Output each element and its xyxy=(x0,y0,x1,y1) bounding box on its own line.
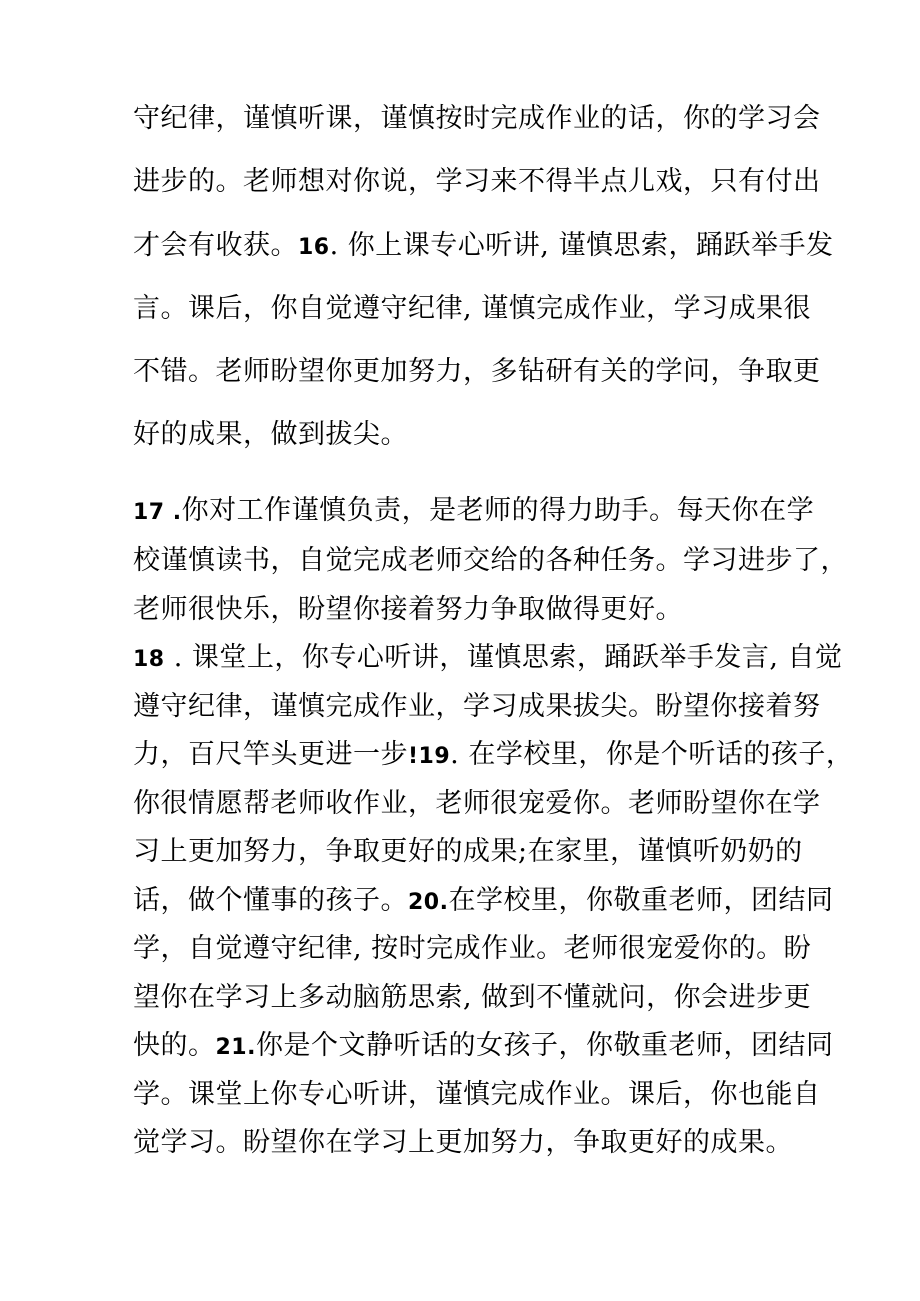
text-segment: 话，做个懂事的孩子。 xyxy=(133,885,408,916)
text-line xyxy=(133,1077,821,1113)
text-line xyxy=(133,834,803,870)
item-number: 18 xyxy=(133,647,165,672)
text-line xyxy=(133,164,821,200)
text-segment: 才会有收获。 xyxy=(133,230,298,261)
text-line xyxy=(133,1125,793,1161)
text-segment: 你是个文静听话的女孩子，你敬重老师，团结同 xyxy=(255,1030,834,1061)
text-line xyxy=(133,737,853,773)
text-segment: 好的成果，做到拔尖。 xyxy=(133,419,408,450)
text-line xyxy=(133,101,821,137)
text-segment: . 你上课专心听讲, 谨慎思索，踊跃举手发 xyxy=(329,230,834,261)
item-number: 21. xyxy=(215,1035,256,1060)
text-segment: 望你在学习上多动脑筋思索, 做到不懂就问，你会进步更 xyxy=(133,982,812,1013)
text-segment: 力，百尺竿头更进一步 xyxy=(133,739,408,770)
text-segment: . 课堂上，你专心听讲，谨慎思索，踊跃举手发言, 自觉 xyxy=(164,642,843,673)
text-line xyxy=(133,689,821,725)
text-line xyxy=(133,786,821,822)
text-segment: 进步的。老师想对你说，学习来不得半点儿戏，只有付出 xyxy=(133,166,821,197)
text-segment: 你很情愿帮老师收作业，老师很宠爱你。老师盼望你在学 xyxy=(133,788,821,819)
text-line xyxy=(133,1028,833,1064)
text-line xyxy=(133,883,833,919)
text-segment: 老师很快乐，盼望你接着努力争取做得更好。 xyxy=(133,594,683,625)
item-number: 20. xyxy=(408,890,449,915)
text-segment: 快的。 xyxy=(133,1030,216,1061)
text-line xyxy=(133,980,811,1016)
text-line xyxy=(133,417,408,453)
item-number: 16 xyxy=(298,235,330,260)
text-segment: 习上更加努力，争取更好的成果;在家里，谨慎听奶奶的 xyxy=(133,836,803,867)
text-line xyxy=(133,291,811,327)
text-line xyxy=(133,493,814,529)
text-segment: 校谨慎读书，自觉完成老师交给的各种任务。学习进步了， xyxy=(133,545,848,576)
text-line xyxy=(133,640,843,676)
text-segment: 守纪律，谨慎听课，谨慎按时完成作业的话，你的学习会 xyxy=(133,103,821,134)
text-line xyxy=(133,543,848,579)
text-segment: 学，自觉遵守纪律, 按时完成作业。老师很宠爱你的。盼 xyxy=(133,933,812,964)
text-line xyxy=(133,931,811,967)
text-line xyxy=(133,354,821,390)
text-segment: 学。课堂上你专心听讲，谨慎完成作业。课后，你也能自 xyxy=(133,1079,821,1110)
item-number: 17 . xyxy=(133,500,182,525)
text-line xyxy=(133,228,833,264)
text-segment: . 在学校里，你是个听话的孩子， xyxy=(450,739,854,770)
text-line xyxy=(133,592,683,628)
text-segment: 不错。老师盼望你更加努力，多钻研有关的学问，争取更 xyxy=(133,356,821,387)
text-segment: 遵守纪律，谨慎完成作业，学习成果拔尖。盼望你接着努 xyxy=(133,691,821,722)
text-segment: 你对工作谨慎负责，是老师的得力助手。每天你在学 xyxy=(181,495,815,526)
text-segment: 言。课后，你自觉遵守纪律, 谨慎完成作业，学习成果很 xyxy=(133,293,812,324)
text-segment: 觉学习。盼望你在学习上更加努力，争取更好的成果。 xyxy=(133,1127,793,1158)
text-segment: 在学校里，你敬重老师，团结同 xyxy=(448,885,834,916)
item-number: !19 xyxy=(408,744,451,769)
